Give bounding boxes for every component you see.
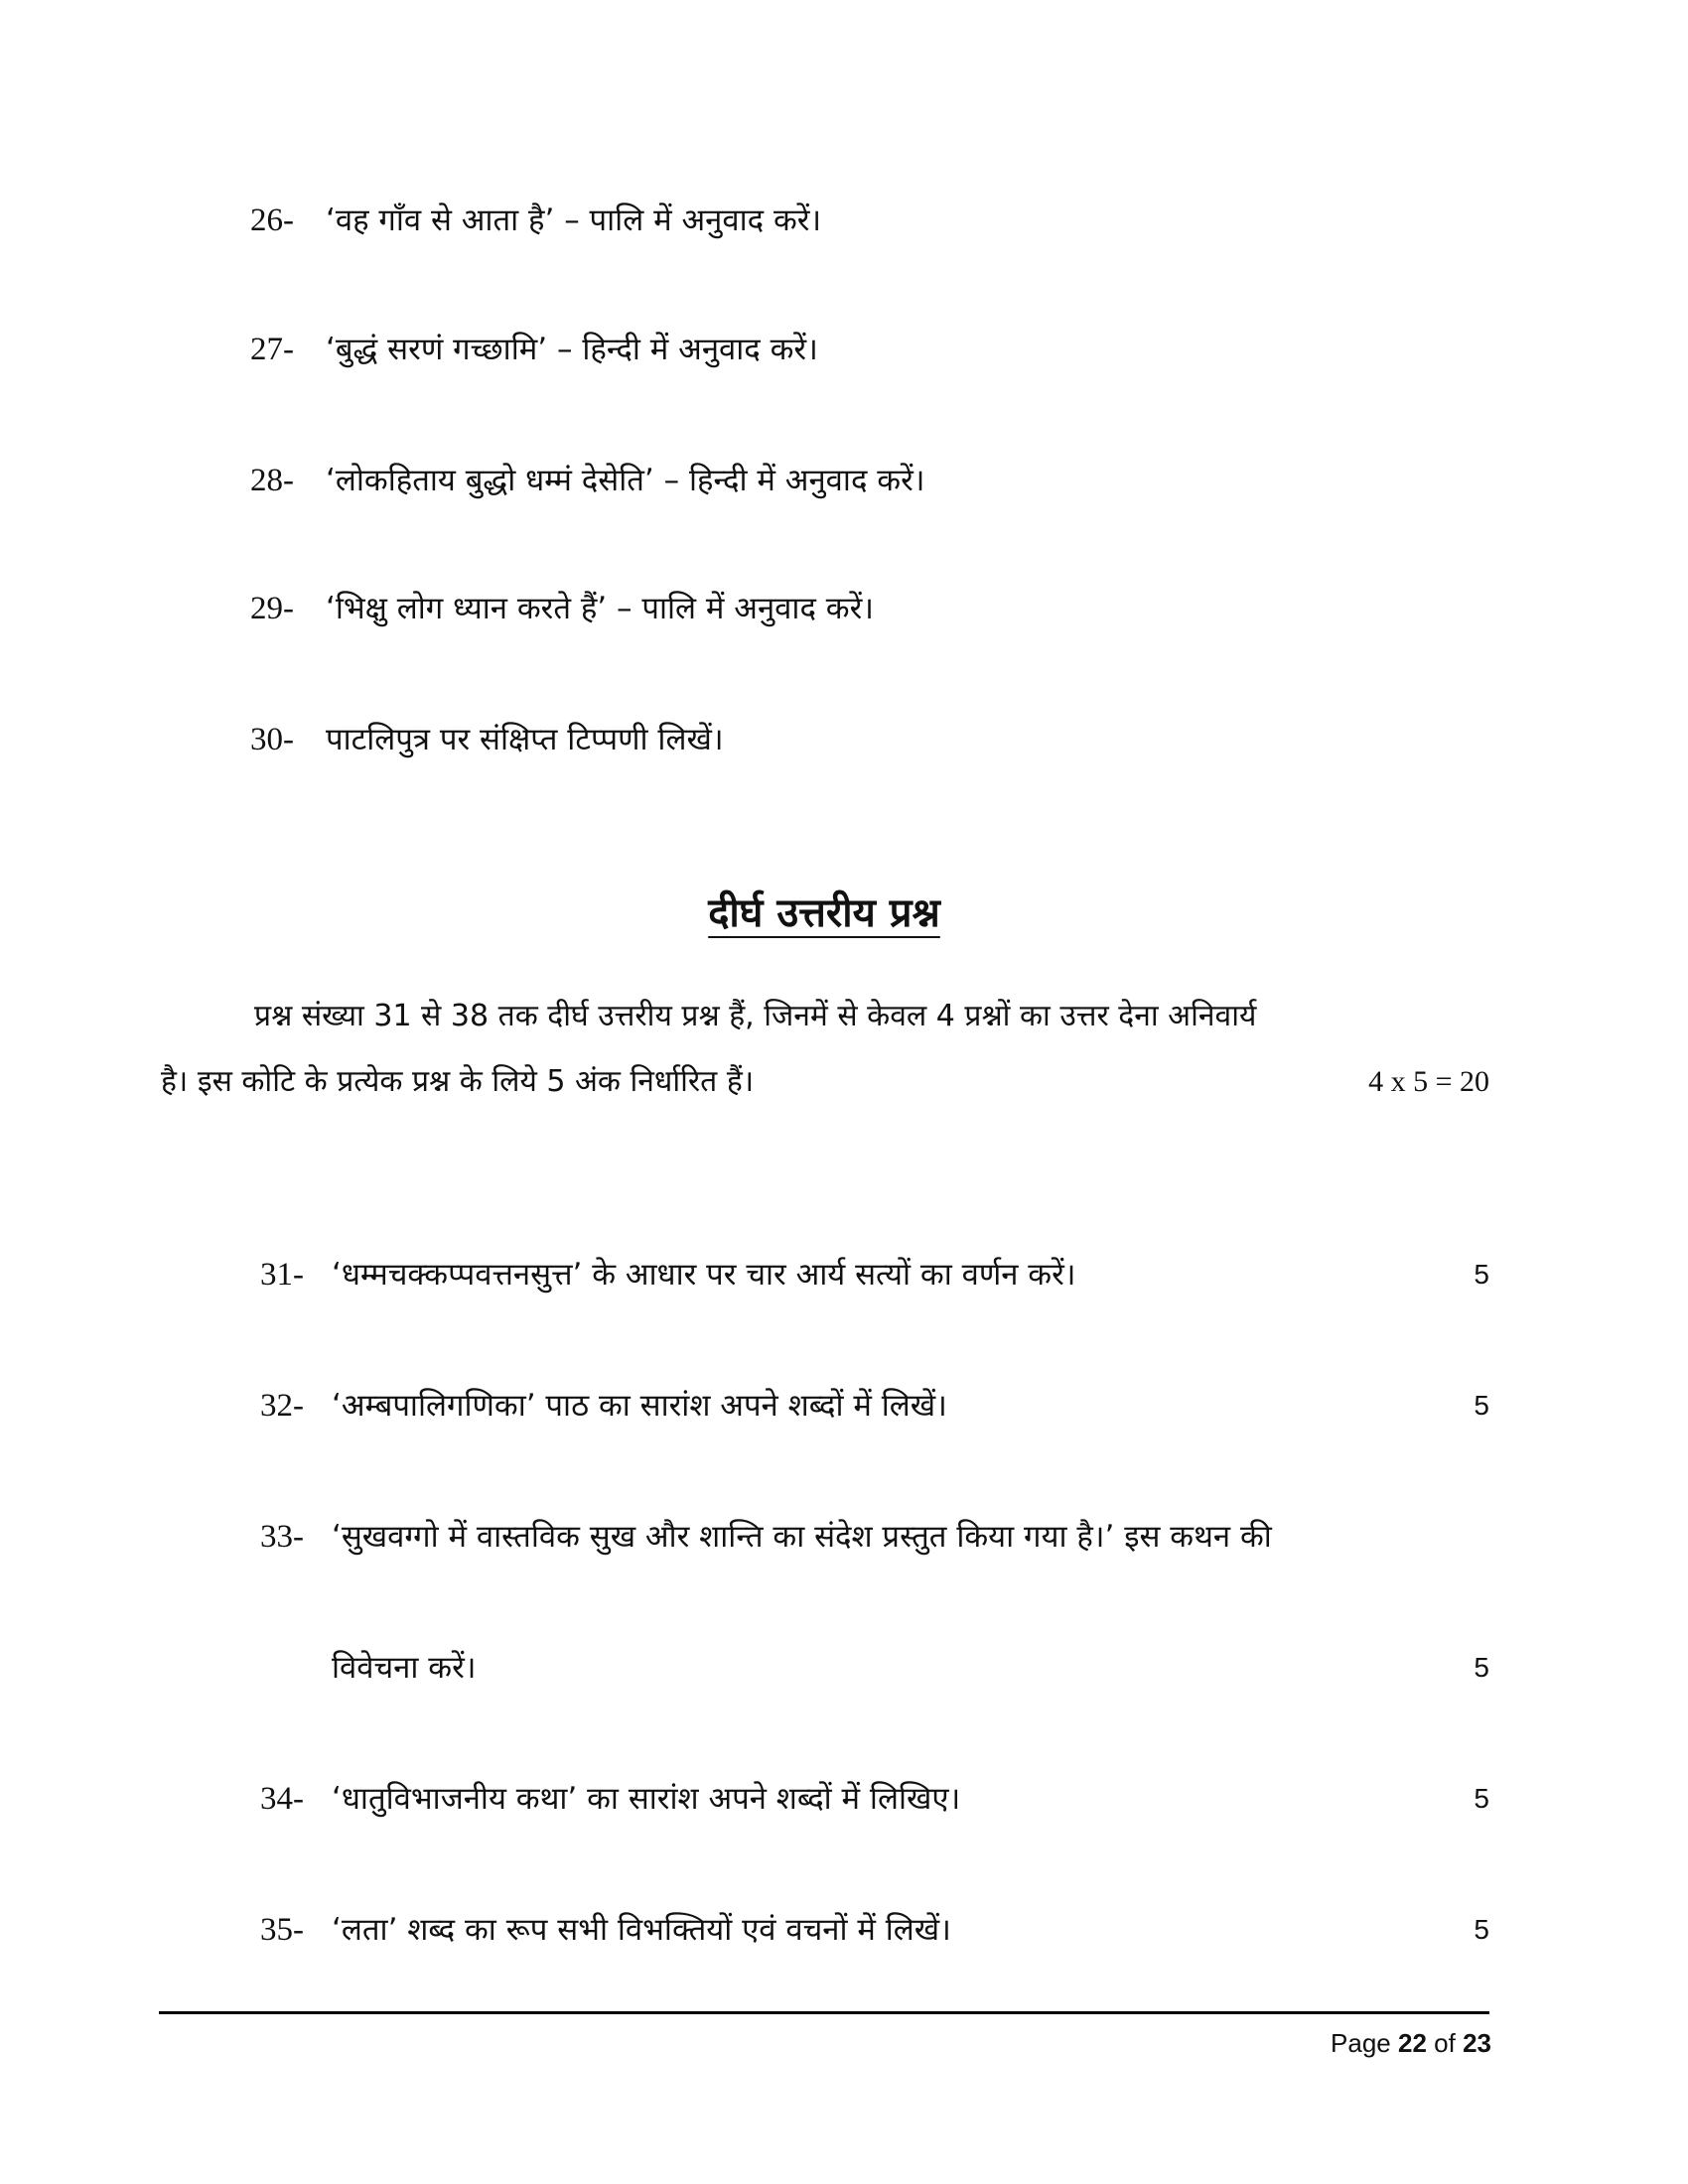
question-marks: 5	[1474, 1390, 1489, 1421]
question-text: ‘धम्मचक्कप्पवत्तनसुत्त’ के आधार पर चार आर्य सत्यों का वर्णन करें।	[332, 1257, 1076, 1293]
question-marks: 5	[1474, 1652, 1489, 1683]
question-number: 27-	[250, 332, 294, 367]
question-text: ‘लोकहिताय बुद्धो धम्मं देसेति’ – हिन्दी में अनुवाद करें।	[326, 463, 925, 498]
footer-divider	[159, 2011, 1489, 2014]
question-number: 28-	[250, 463, 294, 498]
section-heading	[0, 886, 1648, 941]
total-pages: 23	[1463, 2028, 1491, 2058]
section-intro-line-1: प्रश्न संख्या 31 से 38 तक दीर्घ उत्तरीय प्रश्न हैं, जिनमें से केवल 4 प्रश्नों का उत्तर देना अनिवार्य	[254, 999, 1257, 1033]
question-text: ‘बुद्धं सरणं गच्छामि’ – हिन्दी में अनुवाद करें।	[326, 332, 818, 367]
question-marks: 5	[1474, 1914, 1489, 1945]
total-marks: 4 x 5 = 20	[1368, 1065, 1489, 1098]
question-number: 34-	[260, 1781, 304, 1817]
question-number: 30-	[250, 722, 294, 757]
question-text: ‘अम्बपालिगणिका’ पाठ का सारांश अपने शब्दों में लिखें।	[332, 1388, 947, 1424]
of-label: of	[1434, 2028, 1456, 2058]
question-number: 31-	[260, 1257, 304, 1293]
page-number	[1331, 2025, 1491, 2061]
current-page: 22	[1398, 2028, 1427, 2058]
section-heading-text: दीर्घ उत्तरीय प्रश्न	[708, 890, 940, 936]
question-number: 33-	[260, 1519, 304, 1555]
question-number: 32-	[260, 1388, 304, 1424]
question-marks: 5	[1474, 1259, 1489, 1290]
question-marks: 5	[1474, 1783, 1489, 1814]
section-intro-line-2: है। इस कोटि के प्रत्येक प्रश्न के लिये 5 अंक निर्धारित हैं।	[161, 1064, 755, 1099]
question-text: ‘लता’ शब्द का रूप सभी विभक्तियों एवं वचनों में लिखें।	[332, 1912, 951, 1948]
question-text: ‘वह गाँव से आता है’ – पालि में अनुवाद करें।	[326, 203, 822, 238]
question-text: ‘भिक्षु लोग ध्यान करते हैं’ – पालि में अनुवाद करें।	[326, 591, 875, 626]
question-text: ‘सुखवग्गो में वास्तविक सुख और शान्ति का संदेश प्रस्तुत किया गया है।’ इस कथन की	[332, 1519, 1272, 1555]
question-number: 26-	[250, 203, 294, 238]
question-number: 29-	[250, 591, 294, 626]
page-label: Page	[1331, 2028, 1391, 2058]
question-number: 35-	[260, 1912, 304, 1948]
question-text: ‘धातुविभाजनीय कथा’ का सारांश अपने शब्दों में लिखिए।	[332, 1781, 961, 1817]
question-text-continued: विवेचना करें।	[332, 1650, 477, 1686]
question-text: पाटलिपुत्र पर संक्षिप्त टिप्पणी लिखें।	[326, 722, 724, 757]
